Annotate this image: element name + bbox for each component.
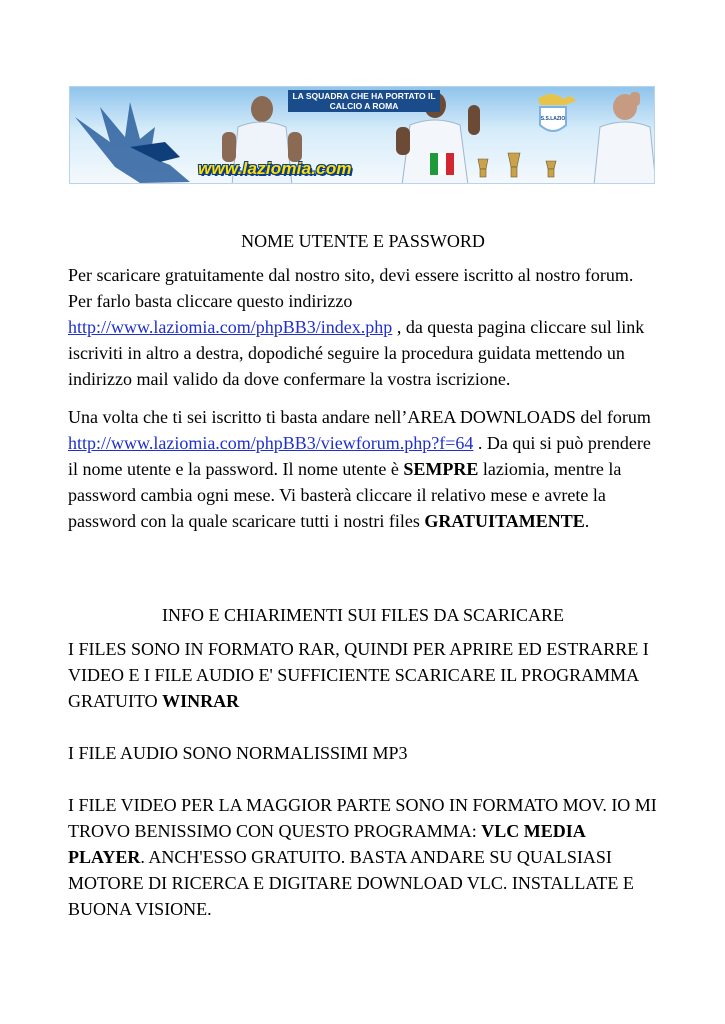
paragraph-downloads — [68, 404, 658, 534]
forum-index-link[interactable]: http://www.laziomia.com/phpBB3/index.php — [68, 317, 393, 337]
crest-label: S.S.LAZIO — [540, 116, 566, 122]
paragraph-rar — [68, 636, 658, 714]
paragraph-audio: I FILE AUDIO SONO NORMALISSIMI MP3 — [68, 743, 408, 763]
text: I FILE VIDEO PER LA MAGGIOR PARTE SONO IN FORMATO MOV. IO MI TROVO BENISSIMO CON QUESTO PROGRAMMA: — [68, 795, 657, 841]
text: Per scaricare gratuitamente dal nostro sito, devi essere iscritto al nostro forum. Per farlo basta cliccare questo indirizzo — [68, 265, 634, 311]
text: I FILES SONO IN FORMATO RAR, QUINDI PER APRIRE ED ESTRARRE I VIDEO E I FILE AUDIO E' SUFFICIENTE SCARICARE IL PROGRAMMA GRATUITO — [68, 639, 649, 711]
section-title-info: INFO E CHIARIMENTI SUI FILES DA SCARICARE — [161, 605, 565, 625]
text: Una volta che ti sei iscritto ti basta andare nell’AREA DOWNLOADS del forum — [68, 407, 651, 427]
lazio-crest-icon — [538, 94, 576, 131]
header-banner — [69, 86, 655, 184]
bold-text: WINRAR — [162, 691, 240, 711]
player-right-image — [594, 92, 655, 184]
bold-text: VLC MEDIA PLAYER — [68, 821, 585, 867]
paragraph-registration — [68, 262, 658, 392]
text: . Da qui si può prendere il nome utente e la password. Il nome utente è — [68, 433, 651, 479]
text: . — [584, 511, 590, 531]
paragraph-video — [68, 792, 658, 922]
banner-slogan: LA SQUADRA CHE HA PORTATO IL CALCIO A ROMA — [288, 90, 440, 112]
bold-text: SEMPRE — [403, 459, 479, 479]
text: , da questa pagina cliccare sul link iscriviti in altro a destra, dopodiché seguire la procedura guidata mettendo un indirizzo mail valido da dove confermare la vostra iscrizione. — [68, 317, 645, 389]
document-info — [68, 602, 658, 922]
bold-text: GRATUITAMENTE — [424, 511, 585, 531]
text: . ANCH'ESSO GRATUITO. BASTA ANDARE SU QUALSIASI MOTORE DI RICERCA E DIGITARE DOWNLOAD VLC. INSTALLATE E BUONA VISIONE. — [68, 847, 634, 919]
eagle-icon — [75, 102, 190, 183]
italy-flag-icon — [430, 153, 454, 175]
text: laziomia, mentre la password cambia ogni mese. Vi basterà cliccare il relativo mese e avrete la password con la quale scaricare tutti i nostri files — [68, 459, 622, 531]
banner-site-name: www.laziomia.com — [198, 159, 352, 178]
section-title-credentials: NOME UTENTE E PASSWORD — [241, 231, 485, 251]
document-body — [68, 228, 658, 534]
forum-downloads-link[interactable]: http://www.laziomia.com/phpBB3/viewforum.php?f=64 — [68, 433, 474, 453]
trophies-icon — [478, 153, 556, 177]
